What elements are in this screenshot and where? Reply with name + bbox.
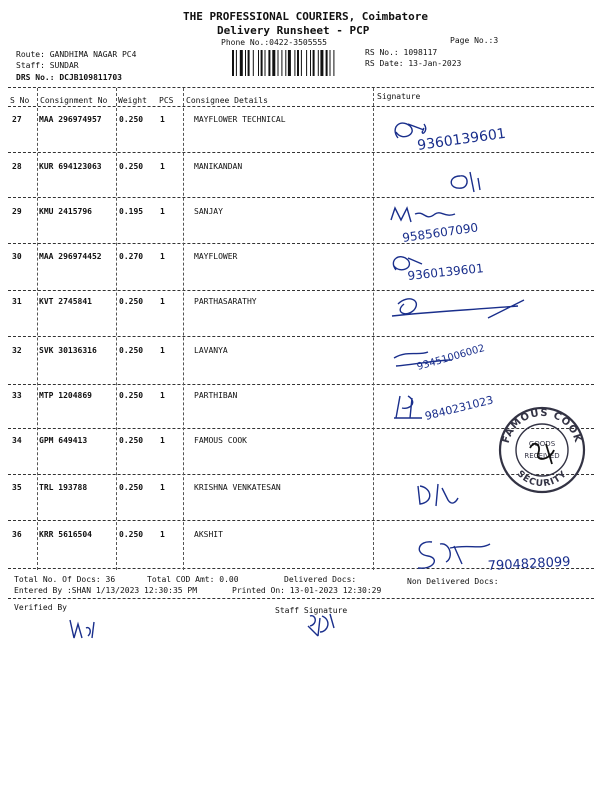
page-number: Page No.:3 [450, 36, 499, 45]
handwritten-phone-36: 7904828099 [487, 554, 571, 574]
barcode-bar [258, 50, 259, 76]
row-consignee: MAYFLOWER TECHNICAL [194, 115, 286, 124]
handwritten-phone-27: 9360139601 [416, 125, 507, 154]
row-consignee: MAYFLOWER [194, 252, 238, 261]
barcode-bar [281, 50, 282, 76]
runsheet-title: Delivery Runsheet - PCP [217, 24, 370, 37]
signature-row-36 [410, 534, 590, 578]
barcode-bar [326, 50, 328, 76]
row-divider [8, 384, 594, 385]
row-pcs: 1 [160, 162, 165, 171]
barcode-bar [288, 50, 291, 76]
drs-number: DRS No.: DCJB109811703 [16, 73, 122, 82]
row-weight: 0.195 [119, 207, 144, 216]
row-consignee: LAVANYA [194, 346, 228, 355]
col-divider [37, 88, 38, 570]
handwritten-phone-33: 9840231023 [423, 393, 495, 423]
verified-by: Verified By [14, 603, 67, 612]
route: Route: GANDHIMA NAGAR PC4 [16, 50, 137, 59]
barcode-bar [253, 50, 254, 76]
row-consignment: KMU 2415796 [39, 207, 92, 216]
barcode-bar [320, 50, 323, 76]
row-consignee: AKSHIT [194, 530, 223, 539]
handwritten-phone-30: 9360139601 [406, 261, 485, 283]
col-divider [183, 88, 184, 570]
row-pcs: 1 [160, 297, 165, 306]
row-weight: 0.250 [119, 391, 144, 400]
row-consignee: SANJAY [194, 207, 223, 216]
header-top-rule [8, 87, 594, 88]
col-sno: S No [10, 96, 30, 105]
col-consignee: Consignee Details [186, 96, 268, 105]
row-consignment: MAA 296974452 [39, 252, 102, 261]
row-weight: 0.250 [119, 530, 144, 539]
delivered-docs: Delivered Docs: [284, 575, 357, 584]
phone-number: Phone No.:0422-3505555 [221, 38, 327, 47]
col-weight: Weight [118, 96, 147, 105]
row-divider [8, 520, 594, 521]
barcode-bar [265, 50, 266, 76]
barcode-bar [232, 50, 234, 76]
barcode-bar [306, 50, 307, 76]
handwritten-phone-29: 9585607090 [401, 220, 480, 245]
total-cod: Total COD Amt: 0.00 [147, 575, 239, 584]
barcode-bar [278, 50, 279, 76]
verified-by-signature [64, 614, 104, 644]
row-sno: 28 [12, 162, 22, 171]
total-docs: Total No. Of Docs: 36 [14, 575, 116, 584]
entered-by: Entered By :SHAN 1/13/2023 12:30:35 PM [14, 586, 198, 595]
printed-on: Printed On: 13-01-2023 12:30:29 [232, 586, 382, 595]
row-consignment: TRL 193788 [39, 483, 88, 492]
row-pcs: 1 [160, 436, 165, 445]
barcode-bar [313, 50, 315, 76]
barcode-bar [268, 50, 270, 76]
company-stamp [496, 404, 588, 496]
row-weight: 0.250 [119, 115, 144, 124]
header-bottom-rule [8, 106, 594, 107]
barcode-bar [330, 50, 331, 76]
row-sno: 27 [12, 115, 22, 124]
company-name: THE PROFESSIONAL COURIERS, Coimbatore [183, 10, 429, 23]
row-consignee: MANIKANDAN [194, 162, 243, 171]
staff-signature-label: Staff Signature [275, 606, 348, 615]
row-pcs: 1 [160, 252, 165, 261]
signature-row-28 [420, 166, 500, 207]
row-sno: 31 [12, 297, 22, 306]
row-weight: 0.250 [119, 162, 144, 171]
row-consignment: KUR 694123063 [39, 162, 102, 171]
barcode-bar [240, 50, 243, 76]
signature-row-29 [385, 200, 525, 250]
row-weight: 0.250 [119, 297, 144, 306]
row-consignment: KVT 2745841 [39, 297, 92, 306]
staff-signature [302, 608, 352, 638]
row-sno: 32 [12, 346, 22, 355]
col-pcs: PCS [159, 96, 174, 105]
signature-row-27 [380, 108, 580, 158]
staff: Staff: SUNDAR [16, 61, 79, 70]
row-pcs: 1 [160, 346, 165, 355]
barcode-bar [248, 50, 250, 76]
row-pcs: 1 [160, 207, 165, 216]
stamp-bottom-text: SECURITY [514, 469, 570, 490]
col-signature: Signature [377, 92, 421, 101]
row-sno: 29 [12, 207, 22, 216]
row-sno: 33 [12, 391, 22, 400]
row-sno: 36 [12, 530, 22, 539]
stamp-mid-text-1: GOODS [528, 440, 556, 448]
row-consignment: MTP 1204869 [39, 391, 92, 400]
row-pcs: 1 [160, 530, 165, 539]
row-pcs: 1 [160, 483, 165, 492]
row-weight: 0.270 [119, 252, 144, 261]
col-divider [373, 88, 374, 570]
barcode-bar [301, 50, 302, 76]
row-consignee: FAMOUS COOK [194, 436, 247, 445]
row-weight: 0.250 [119, 483, 144, 492]
rs-number: RS No.: 1098117 [365, 48, 438, 57]
row-consignment: KRR 5616504 [39, 530, 92, 539]
barcode-bar [285, 50, 286, 76]
barcode-bar [333, 50, 334, 76]
stamp-mid-text-2: RECEIVED [524, 452, 560, 460]
row-consignment: GPM 649413 [39, 436, 88, 445]
non-delivered-docs: Non Delivered Docs: [407, 577, 499, 586]
signature-row-35 [392, 480, 472, 521]
row-sno: 30 [12, 252, 22, 261]
row-sno: 34 [12, 436, 22, 445]
barcode-bar [310, 50, 311, 76]
row-sno: 35 [12, 483, 22, 492]
handwritten-note-35: D/L [392, 520, 394, 521]
barcode [232, 50, 360, 76]
stamp-top-text: FAMOUS COOK [500, 407, 584, 445]
barcode-bar [236, 50, 237, 76]
footer-rule [8, 598, 594, 599]
barcode-bar [318, 50, 319, 76]
barcode-bar [297, 50, 299, 76]
signature-row-32 [388, 330, 538, 380]
row-consignment: MAA 296974957 [39, 115, 102, 124]
row-pcs: 1 [160, 115, 165, 124]
row-divider [8, 197, 594, 198]
barcode-bar [245, 50, 246, 76]
col-divider [116, 88, 117, 570]
col-consignment: Consignment No [40, 96, 108, 105]
barcode-bar [294, 50, 295, 76]
row-consignee: PARTHASARATHY [194, 297, 257, 306]
rs-date: RS Date: 13-Jan-2023 [365, 59, 462, 68]
barcode-bar [261, 50, 263, 76]
row-pcs: 1 [160, 391, 165, 400]
row-consignment: SVK 30136316 [39, 346, 97, 355]
barcode-bar [272, 50, 275, 76]
handwritten-phone-32: 93451006002 [415, 343, 487, 373]
row-weight: 0.250 [119, 346, 144, 355]
signature-row-30 [382, 246, 522, 290]
row-consignee: PARTHIBAN [194, 391, 238, 400]
handwritten-note-28: D/L [420, 206, 422, 207]
row-consignee: KRISHNA VENKATESAN [194, 483, 281, 492]
row-weight: 0.250 [119, 436, 144, 445]
